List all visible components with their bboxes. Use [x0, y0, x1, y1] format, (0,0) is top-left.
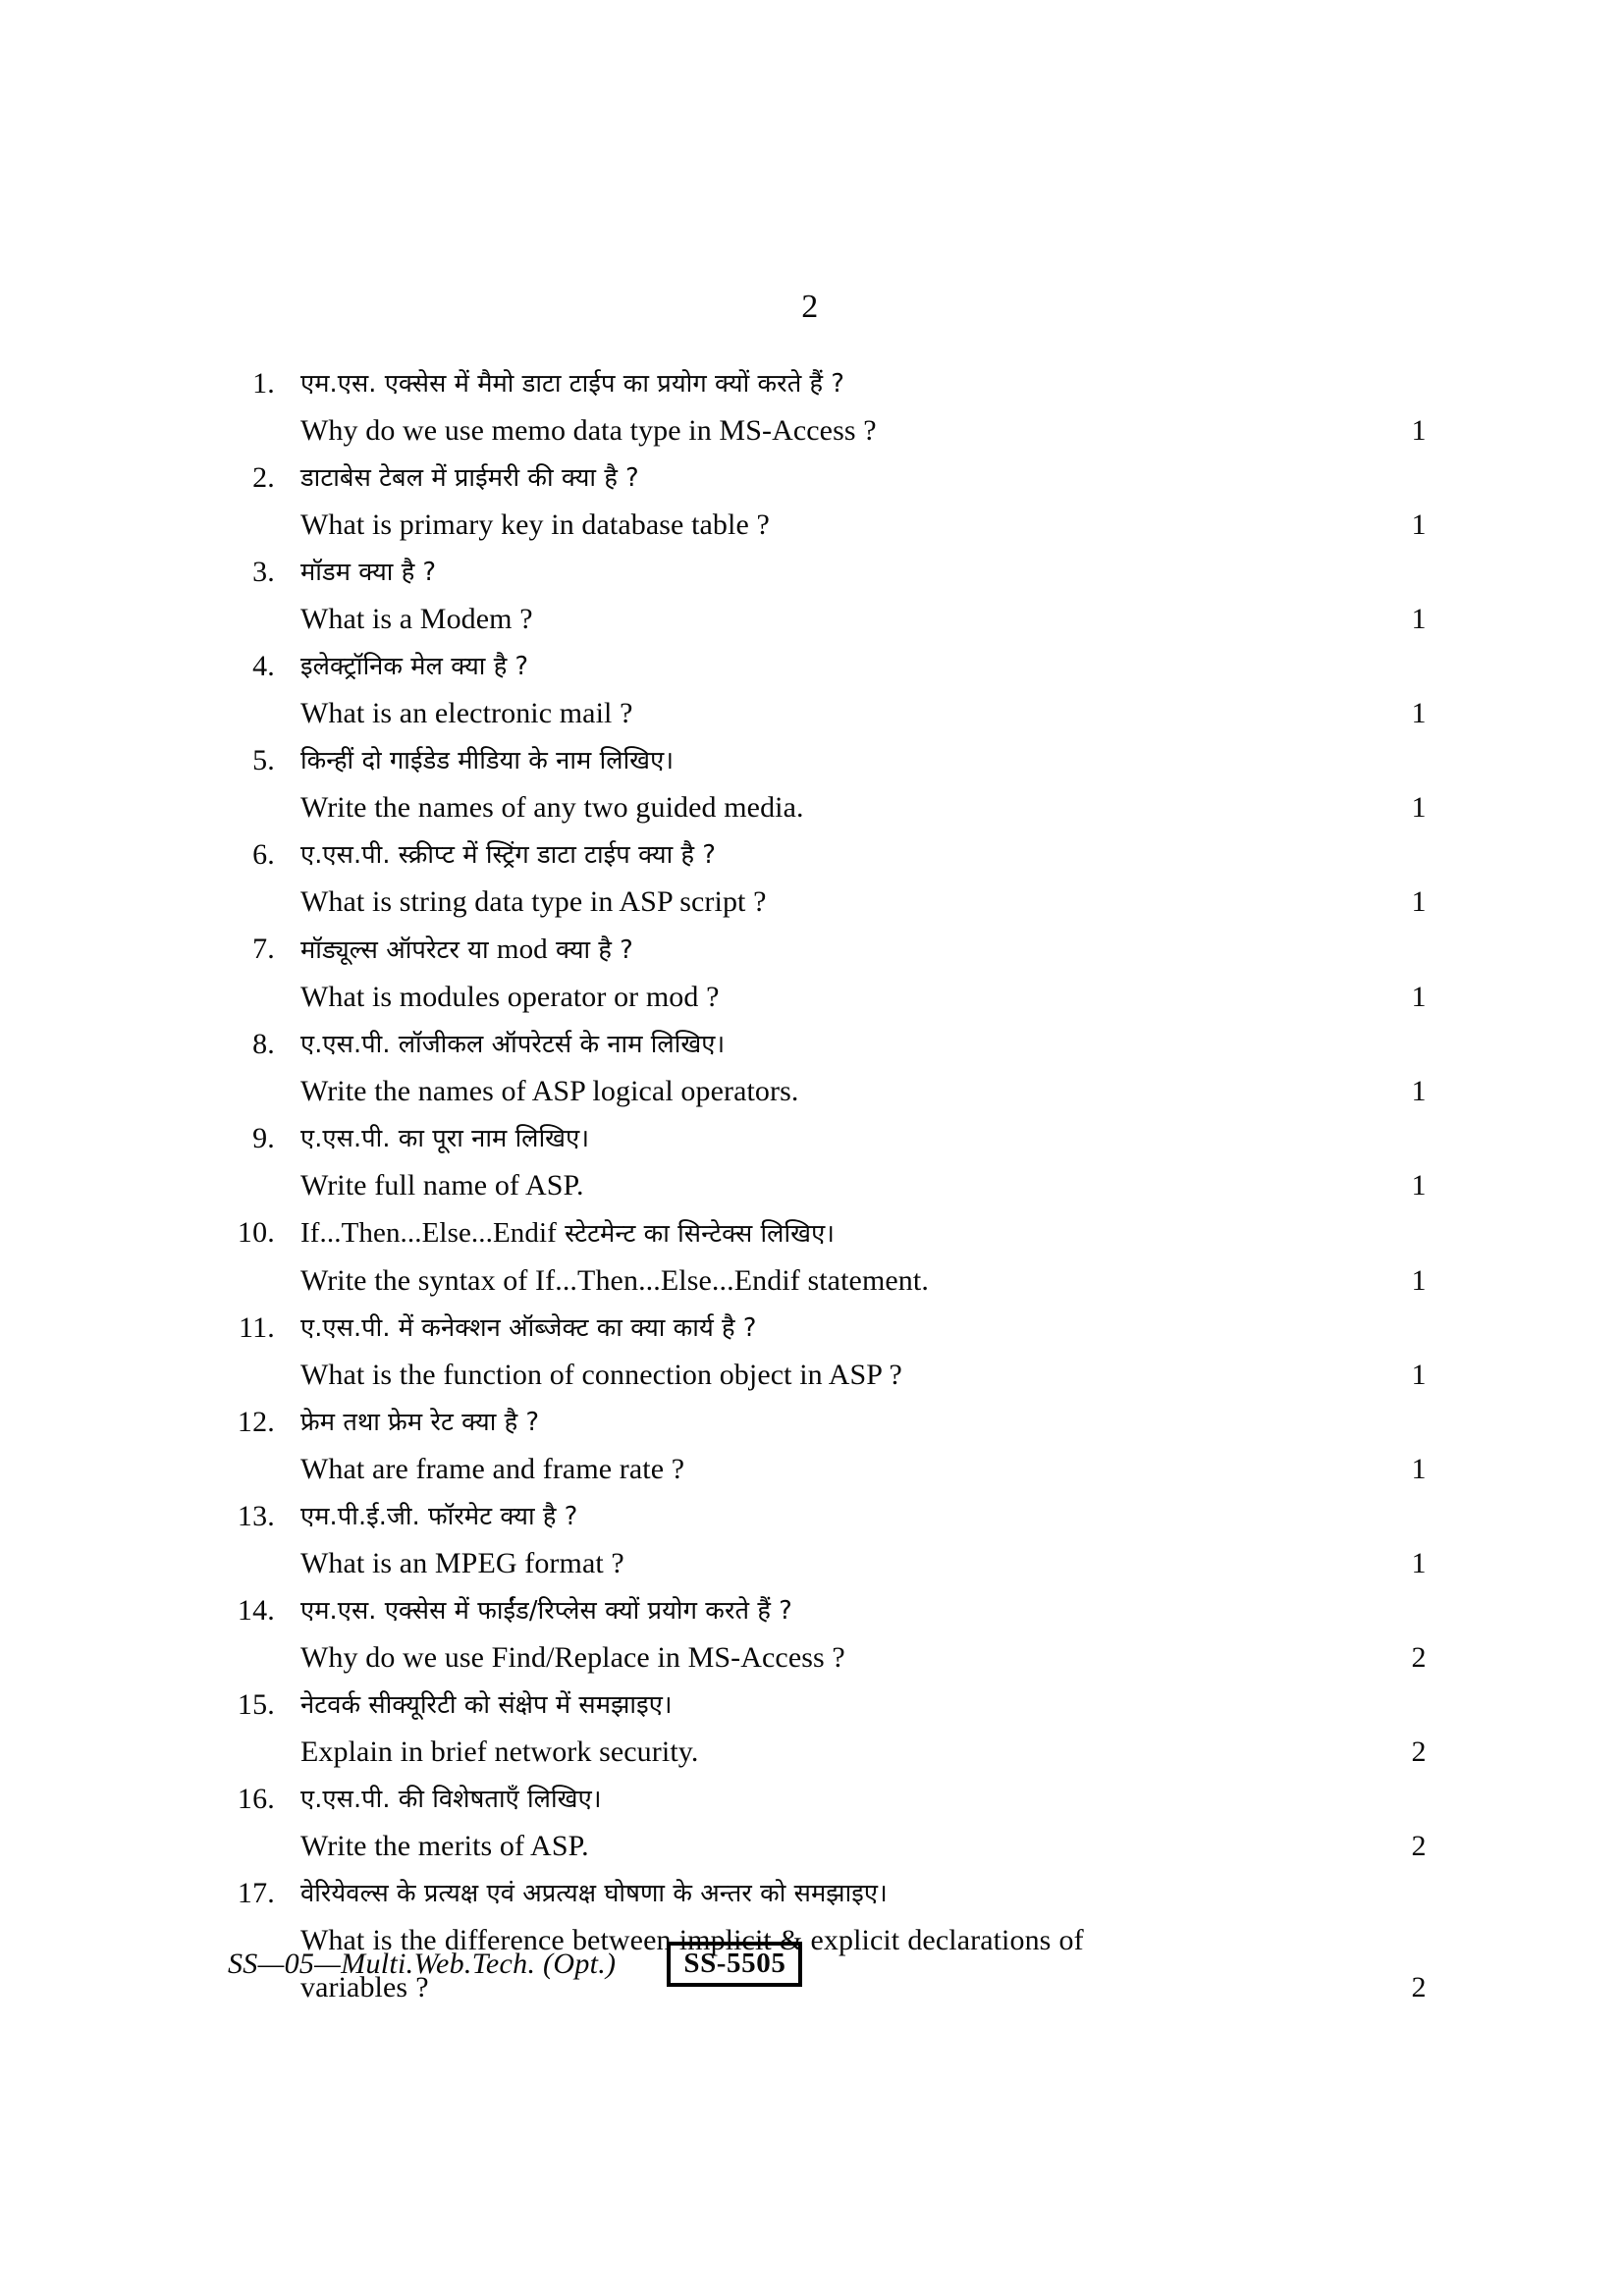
question-item — [228, 1587, 1427, 1682]
question-number: 15. — [237, 1688, 275, 1721]
question-hindi-row — [228, 737, 1421, 784]
question-number: 16. — [237, 1783, 275, 1815]
question-hindi-row — [228, 1115, 1421, 1162]
question-marks: 1 — [1411, 1169, 1427, 1201]
question-number: 6. — [252, 838, 275, 871]
question-text-hindi: ए.एस.पी. में कनेक्शन ऑब्जेक्ट का क्या कार्य है ? — [300, 1313, 757, 1343]
question-text-english: What is a Modem ? — [300, 603, 533, 635]
question-hindi-row — [228, 1209, 1421, 1257]
question-marks: 1 — [1411, 1264, 1427, 1297]
boxed-paper-code: SS-5505 — [667, 1942, 802, 1987]
question-text-english: Why do we use Find/Replace in MS-Access ? — [300, 1641, 845, 1674]
question-text-english: Write the names of any two guided media. — [300, 791, 804, 824]
question-number: 13. — [237, 1500, 275, 1532]
question-hindi-row — [228, 1021, 1421, 1068]
question-item — [228, 1209, 1427, 1305]
question-hindi-row — [228, 1493, 1421, 1540]
question-text-english: What are frame and frame rate ? — [300, 1453, 685, 1485]
question-text-english: Write the names of ASP logical operators. — [300, 1075, 799, 1107]
question-english-row — [228, 1540, 1427, 1587]
question-number: 11. — [239, 1311, 275, 1344]
question-marks: 1 — [1411, 1075, 1427, 1107]
question-marks: 2 — [1411, 1830, 1427, 1862]
question-item — [228, 737, 1427, 831]
question-number: 10. — [237, 1216, 275, 1249]
question-english-row — [228, 1729, 1427, 1776]
question-marks: 2 — [1411, 1735, 1427, 1768]
question-hindi-row — [228, 831, 1421, 879]
question-text-english: Write full name of ASP. — [300, 1169, 584, 1201]
question-item — [228, 1870, 1427, 2011]
question-item — [228, 1493, 1427, 1587]
question-item — [228, 643, 1427, 737]
question-text-english: What is the function of connection object in ASP ? — [300, 1359, 902, 1391]
hindi-segment-post: स्टेटमेन्ट का सिन्टेक्स लिखिए। — [556, 1219, 836, 1249]
question-item — [228, 831, 1427, 926]
question-marks: 2 — [1411, 1641, 1427, 1674]
question-marks: 1 — [1411, 508, 1427, 541]
question-number: 14. — [237, 1594, 275, 1627]
question-marks: 1 — [1411, 981, 1427, 1013]
question-hindi-row — [228, 1870, 1421, 1917]
question-english-row — [228, 974, 1427, 1021]
hindi-segment-latin: If...Then...Else...Endif — [300, 1217, 557, 1249]
question-text-hindi: इलेक्ट्रॉनिक मेल क्या है ? — [300, 652, 529, 681]
question-text-hindi — [300, 1209, 1421, 1257]
question-text-english: Write the merits of ASP. — [300, 1830, 589, 1862]
question-text-hindi: वेरियेवल्स के प्रत्यक्ष एवं अप्रत्यक्ष घोषणा के अन्तर को समझाइए। — [300, 1879, 888, 1908]
question-hindi-row — [228, 360, 1421, 407]
question-hindi-row — [228, 1305, 1421, 1352]
question-text-english: What is an electronic mail ? — [300, 697, 633, 729]
question-hindi-row — [228, 1776, 1421, 1823]
hindi-segment-post: क्या है ? — [547, 935, 633, 965]
question-text-english: Explain in brief network security. — [300, 1735, 699, 1768]
question-english-row — [228, 502, 1427, 549]
question-number: 1. — [252, 367, 275, 400]
question-item — [228, 1682, 1427, 1776]
hindi-segment-latin: mod — [496, 934, 548, 965]
question-text-hindi: फ्रेम तथा फ्रेम रेट क्या है ? — [300, 1408, 540, 1437]
page-number-value: 2 — [801, 289, 819, 325]
question-number: 5. — [252, 744, 275, 776]
question-hindi-row — [228, 549, 1421, 596]
question-item — [228, 360, 1427, 454]
question-number: 7. — [252, 933, 275, 965]
question-hindi-row — [228, 454, 1421, 502]
question-number: 17. — [237, 1877, 275, 1909]
english-line-1: What is the difference between implicit & explicit declarations of — [300, 1924, 1084, 1956]
question-english-row — [228, 1634, 1427, 1682]
question-item — [228, 1305, 1427, 1399]
question-marks: 1 — [1411, 791, 1427, 824]
question-marks: 1 — [1411, 603, 1427, 635]
question-text-english: What is primary key in database table ? — [300, 508, 770, 541]
question-english-row — [228, 1823, 1427, 1870]
question-english-row — [228, 1162, 1427, 1209]
page-number — [0, 291, 1623, 324]
question-number: 12. — [237, 1406, 275, 1438]
question-number: 4. — [252, 650, 275, 682]
question-marks: 1 — [1411, 1359, 1427, 1391]
question-text-hindi: डाटाबेस टेबल में प्राईमरी की क्या है ? — [300, 463, 639, 493]
question-list — [228, 360, 1427, 2011]
question-english-row — [228, 879, 1427, 926]
question-english-row — [228, 1257, 1427, 1305]
question-marks: 1 — [1411, 1547, 1427, 1579]
question-english-row — [228, 1068, 1427, 1115]
question-number: 3. — [252, 556, 275, 588]
question-text-hindi: एम.एस. एक्सेस में फाईंड/रिप्लेस क्यों प्रयोग करते हैं ? — [300, 1596, 792, 1626]
question-text-hindi: एम.पी.ई.जी. फॉरमेट क्या है ? — [300, 1502, 578, 1531]
question-english-row — [228, 596, 1427, 643]
question-item — [228, 1776, 1427, 1870]
hindi-segment-pre: मॉड्यूल्स ऑपरेटर या — [300, 935, 497, 965]
question-text-hindi: ए.एस.पी. का पूरा नाम लिखिए। — [300, 1124, 590, 1153]
question-item — [228, 549, 1427, 643]
english-line-2: variables ? — [300, 1971, 429, 2003]
question-marks: 2 — [1411, 1971, 1427, 2003]
question-text-hindi: ए.एस.पी. की विशेषताएँ लिखिए। — [300, 1785, 602, 1814]
question-hindi-row — [228, 1682, 1421, 1729]
question-marks: 1 — [1411, 1453, 1427, 1485]
question-text-hindi: मॉडम क्या है ? — [300, 558, 437, 587]
question-marks: 1 — [1411, 414, 1427, 447]
question-text-hindi: ए.एस.पी. स्क्रीप्ट में स्ट्रिंग डाटा टाईप क्या है ? — [300, 840, 716, 870]
question-text-hindi: किन्हीं दो गाईडेड मीडिया के नाम लिखिए। — [300, 746, 675, 775]
question-marks: 1 — [1411, 885, 1427, 918]
question-hindi-row — [228, 926, 1421, 974]
question-number: 8. — [252, 1028, 275, 1060]
question-hindi-row — [228, 1399, 1421, 1446]
page-footer — [228, 1942, 1421, 1987]
question-text-english: What is an MPEG format ? — [300, 1547, 624, 1579]
question-text-english: What is string data type in ASP script ? — [300, 885, 767, 918]
question-hindi-row — [228, 643, 1421, 690]
question-text-hindi — [300, 926, 1421, 974]
question-hindi-row — [228, 1587, 1421, 1634]
question-number: 9. — [252, 1122, 275, 1154]
question-english-row — [228, 1352, 1427, 1399]
question-text-hindi: नेटवर्क सीक्यूरिटी को संक्षेप में समझाइए। — [300, 1690, 673, 1720]
question-english-row — [228, 407, 1427, 454]
question-item — [228, 926, 1427, 1021]
question-english-row — [228, 1446, 1427, 1493]
question-item — [228, 454, 1427, 549]
question-text-hindi: एम.एस. एक्सेस में मैमो डाटा टाईप का प्रयोग क्यों करते हैं ? — [300, 369, 845, 399]
question-text-english: What is modules operator or mod ? — [300, 981, 720, 1013]
question-item — [228, 1021, 1427, 1115]
question-marks: 1 — [1411, 697, 1427, 729]
question-text-english: Write the syntax of If...Then...Else...Endif statement. — [300, 1264, 929, 1297]
question-text-hindi: ए.एस.पी. लॉजीकल ऑपरेटर्स के नाम लिखिए। — [300, 1030, 726, 1059]
question-item — [228, 1115, 1427, 1209]
paper-code: SS—05—Multi.Web.Tech. (Opt.) — [228, 1948, 617, 1981]
question-english-row — [228, 690, 1427, 737]
question-english-row — [228, 784, 1427, 831]
question-number: 2. — [252, 461, 275, 494]
question-text-english: Why do we use memo data type in MS-Access ? — [300, 414, 877, 447]
question-item — [228, 1399, 1427, 1493]
